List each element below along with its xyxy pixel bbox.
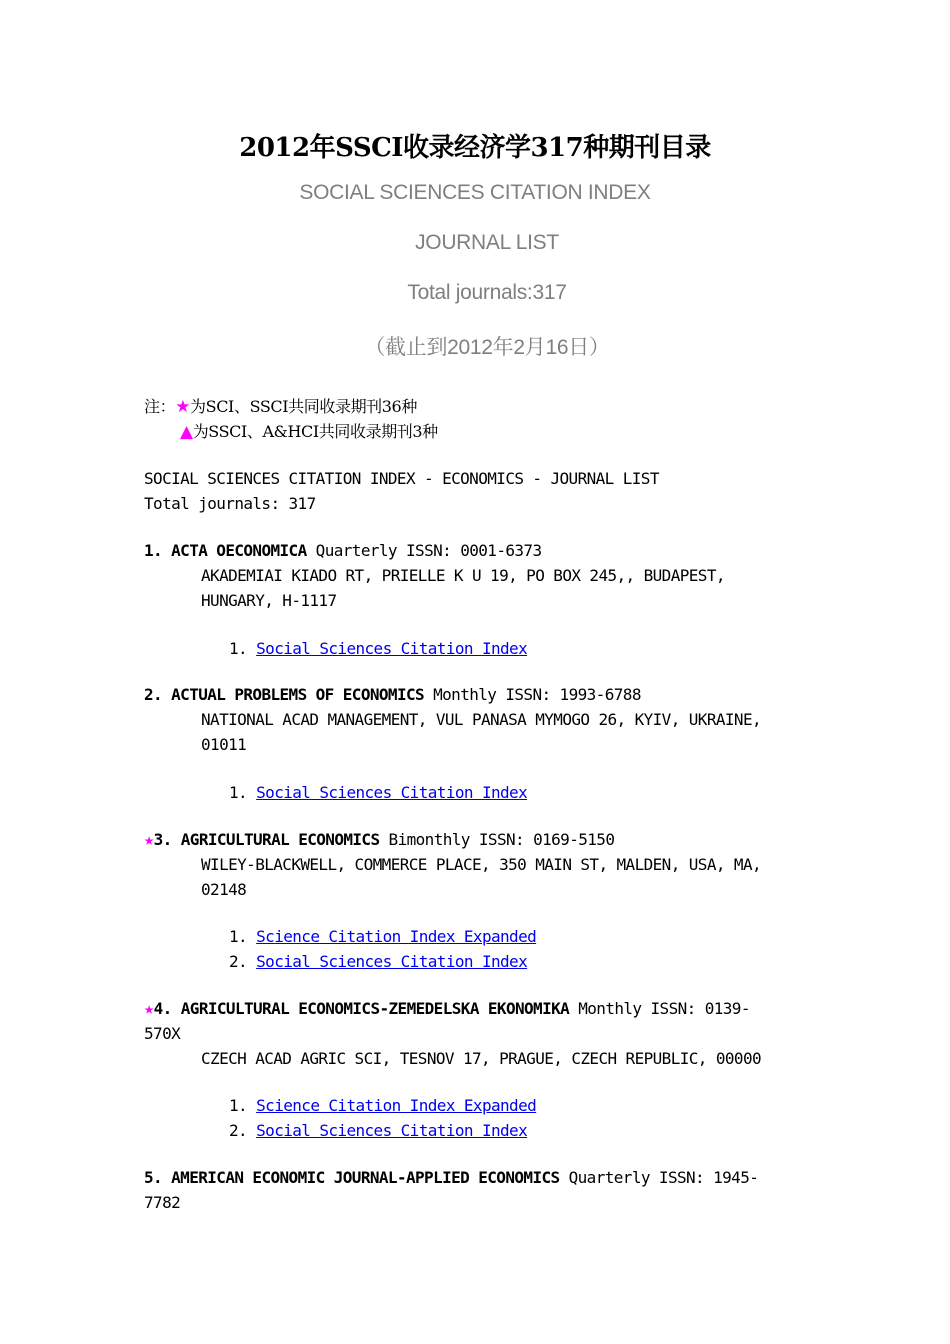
journal-name: AGRICULTURAL ECONOMICS-ZEMEDELSKA EKONOMIKA	[180, 999, 570, 1018]
list-header-total: Total journals: 317	[144, 494, 316, 513]
journal-meta: Monthly ISSN: 0139-	[578, 999, 750, 1018]
journal-number: 1.	[144, 541, 163, 560]
journal-name: AGRICULTURAL ECONOMICS	[180, 830, 380, 849]
journal-entry-title	[144, 827, 614, 853]
index-item-number: 2.	[229, 952, 248, 971]
journal-number: 4.	[153, 999, 172, 1018]
index-list-item	[229, 636, 527, 661]
journal-number: 2.	[144, 685, 163, 704]
index-link-ssci[interactable]: Social Sciences Citation Index	[256, 639, 528, 658]
index-list-item	[229, 1118, 527, 1143]
journal-address: AKADEMIAI KIADO RT, PRIELLE K U 19, PO BOX 245,, BUDAPEST,	[201, 566, 725, 585]
journal-meta: Quarterly ISSN: 1945-	[568, 1168, 759, 1187]
journal-meta: Quarterly ISSN: 0001-6373	[315, 541, 542, 560]
index-list-item	[229, 780, 527, 805]
subtitle-cutoff-date: （截止到2012年2月16日）	[364, 336, 610, 359]
journal-entry-title	[144, 1165, 758, 1190]
note-line-1	[144, 394, 417, 420]
index-item-number: 1.	[229, 927, 248, 946]
journal-entry-title	[144, 682, 641, 707]
journal-address-cont: HUNGARY, H-1117	[201, 591, 337, 610]
index-link-ssci[interactable]: Social Sciences Citation Index	[256, 783, 528, 802]
journal-address: NATIONAL ACAD MANAGEMENT, VUL PANASA MYMOGO 26, KYIV, UKRAINE,	[201, 710, 762, 729]
note-label: 注：	[144, 397, 176, 416]
journal-entry-title	[144, 996, 750, 1022]
index-item-number: 1.	[229, 1096, 248, 1115]
index-list-item	[229, 949, 527, 974]
journal-meta-cont: 570X	[144, 1024, 181, 1043]
journal-number: 3.	[153, 830, 172, 849]
journal-meta: Monthly ISSN: 1993-6788	[433, 685, 641, 704]
index-item-number: 1.	[229, 783, 248, 802]
index-link-scie[interactable]: Science Citation Index Expanded	[256, 1096, 537, 1115]
subtitle-index-name: SOCIAL SCIENCES CITATION INDEX	[299, 181, 651, 204]
subtitle-total-journals: Total journals:317	[407, 281, 567, 304]
star-icon: ★	[175, 397, 191, 417]
journal-address-cont: 01011	[201, 735, 247, 754]
triangle-icon: ▲	[180, 422, 193, 442]
index-item-number: 2.	[229, 1121, 248, 1140]
note-line-2	[180, 419, 438, 445]
journal-meta-cont: 7782	[144, 1193, 181, 1212]
journal-address: CZECH ACAD AGRIC SCI, TESNOV 17, PRAGUE, CZECH REPUBLIC, 00000	[201, 1049, 762, 1068]
journal-entry-title	[144, 538, 542, 563]
journal-address: WILEY-BLACKWELL, COMMERCE PLACE, 350 MAIN ST, MALDEN, USA, MA,	[201, 855, 762, 874]
journal-name: ACTA OECONOMICA	[171, 541, 307, 560]
index-link-scie[interactable]: Science Citation Index Expanded	[256, 927, 537, 946]
journal-name: AMERICAN ECONOMIC JOURNAL-APPLIED ECONOMICS	[171, 1168, 560, 1187]
journal-name: ACTUAL PROBLEMS OF ECONOMICS	[171, 685, 425, 704]
index-link-ssci[interactable]: Social Sciences Citation Index	[256, 1121, 528, 1140]
star-icon: ★	[144, 830, 154, 850]
index-item-number: 1.	[229, 639, 248, 658]
page-title: 2012年SSCI收录经济学317种期刊目录	[239, 133, 711, 163]
note-ssci-ahci: 为SSCI、A&HCI共同收录期刊3种	[192, 422, 438, 441]
star-icon: ★	[144, 999, 154, 1019]
index-list-item	[229, 1093, 536, 1118]
journal-meta: Bimonthly ISSN: 0169-5150	[388, 830, 615, 849]
list-header-title: SOCIAL SCIENCES CITATION INDEX - ECONOMICS - JOURNAL LIST	[144, 469, 659, 488]
note-sci-ssci: 为SCI、SSCI共同收录期刊36种	[190, 397, 417, 416]
index-link-ssci[interactable]: Social Sciences Citation Index	[256, 952, 528, 971]
index-list-item	[229, 924, 536, 949]
journal-address-cont: 02148	[201, 880, 247, 899]
subtitle-journal-list: JOURNAL LIST	[415, 231, 559, 254]
journal-number: 5.	[144, 1168, 163, 1187]
